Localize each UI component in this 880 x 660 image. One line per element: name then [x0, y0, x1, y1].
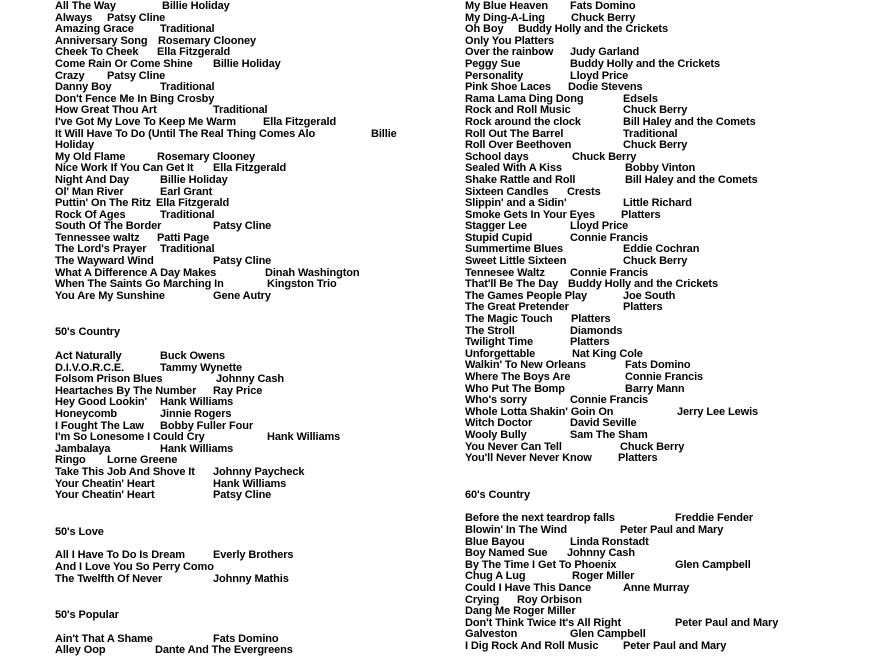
song-title: Oh Boy — [465, 23, 504, 36]
section-header: 60's Country — [465, 488, 530, 501]
song-title: Blue Bayou — [465, 535, 525, 548]
song-title: Cheek To Cheek — [55, 46, 139, 59]
song-title: I Dig Rock And Roll Music — [465, 639, 599, 652]
song-title: Holiday — [55, 139, 95, 152]
song-title: Act Naturally — [55, 350, 122, 363]
song-title: Before the next teardrop falls — [465, 512, 615, 525]
song-title: You'll Never Never Know — [465, 452, 592, 465]
song-artist: Chuck Berry — [572, 150, 637, 163]
song-title: Jambalaya — [55, 442, 111, 455]
song-artist: Little Richard — [623, 197, 692, 210]
song-artist: Bill Haley and the Comets — [625, 173, 758, 186]
song-title: Summertime Blues — [465, 243, 564, 256]
song-title: What A Difference A Day Makes — [55, 266, 217, 279]
song-title: Roll Over Beethoven — [465, 139, 572, 152]
song-artist: Perry Como — [152, 560, 214, 573]
song-artist: Peter Paul and Mary — [675, 616, 779, 629]
song-row — [465, 560, 877, 572]
song-title: Slippin' and a Sidin' — [465, 197, 567, 210]
song-artist: Traditional — [160, 81, 215, 94]
song-artist: Roger Miller — [513, 605, 576, 618]
song-row — [465, 583, 877, 595]
song-title: Blowin' In The Wind — [465, 523, 568, 536]
song-title: Danny Boy — [55, 81, 112, 94]
song-title: You Never Can Tell — [465, 440, 562, 453]
song-artist: Anne Murray — [623, 581, 690, 594]
song-title: Wooly Bully — [465, 428, 527, 441]
song-title: Over the rainbow — [465, 46, 554, 59]
song-title: Night And Day — [55, 173, 130, 186]
song-artist: Platters — [623, 301, 663, 314]
song-title: Folsom Prison Blues — [55, 373, 163, 386]
song-title: Only You — [465, 34, 512, 47]
song-title: Rama Lama Ding Dong — [465, 92, 584, 105]
song-artist: Barry Mann — [625, 382, 685, 395]
song-title: I've Got My Love To Keep Me Warm — [55, 115, 236, 128]
song-title: Ringo — [55, 454, 86, 467]
song-title: The Magic Touch — [465, 313, 553, 326]
song-title: Don't Fence Me In — [55, 92, 147, 105]
song-row — [465, 453, 877, 465]
song-artist: Fats Domino — [213, 632, 279, 645]
song-row — [55, 574, 460, 586]
song-title: The Games People Play — [465, 289, 588, 302]
song-title: Where The Boys Are — [465, 371, 571, 383]
song-title: Alley Oop — [55, 644, 106, 657]
song-artist: Buddy Holly and the Crickets — [570, 57, 721, 70]
song-artist: Patti Page — [157, 231, 210, 244]
song-artist: Patsy Cline — [213, 220, 272, 233]
song-artist: Connie Francis — [625, 371, 704, 383]
song-title: Honeycomb — [55, 408, 118, 420]
song-row — [55, 1, 460, 13]
song-artist: Hank Williams — [267, 431, 341, 444]
song-row — [55, 490, 460, 502]
song-artist: Edsels — [623, 92, 658, 105]
song-artist: Hank Williams — [213, 477, 287, 490]
song-artist: Ella Fitzgerald — [157, 46, 231, 59]
song-row — [465, 314, 877, 326]
song-artist: Buck Owens — [160, 350, 226, 363]
song-artist: Johnny Cash — [216, 373, 284, 386]
song-artist: Peter Paul and Mary — [623, 639, 727, 652]
song-title: Dang Me — [465, 605, 511, 618]
song-artist: Peter Paul and Mary — [620, 523, 724, 536]
song-title: The Wayward Wind — [55, 255, 154, 268]
song-artist: Chuck Berry — [623, 139, 688, 152]
song-title: By The Time I Get To Phoenix — [465, 558, 617, 571]
song-artist: Patsy Cline — [107, 11, 166, 24]
song-artist: Chuck Berry — [620, 440, 685, 453]
song-title: Take This Job And Shove It — [55, 465, 195, 478]
song-artist: Patsy Cline — [213, 255, 272, 268]
song-artist: Hank Williams — [160, 396, 234, 409]
song-title: The Great Pretender — [465, 301, 569, 314]
song-row — [55, 645, 460, 657]
song-title: Shake Rattle and Roll — [465, 173, 576, 186]
song-title: Could I Have This Dance — [465, 581, 592, 594]
song-artist: Dodie Stevens — [568, 81, 643, 94]
song-artist: Johnny Mathis — [213, 572, 289, 585]
song-artist: Dante And The Evergreens — [155, 644, 293, 657]
song-artist: Roy Orbison — [517, 593, 582, 606]
song-title: Amazing Grace — [55, 23, 134, 36]
song-artist: Traditional — [160, 243, 215, 256]
song-artist: Kingston Trio — [267, 278, 337, 291]
song-title: Crazy — [55, 69, 85, 82]
song-title: Who Put The Bomp — [465, 382, 565, 395]
song-artist: Roger Miller — [572, 570, 635, 583]
song-title: Anniversary Song — [55, 34, 148, 47]
song-row — [55, 71, 460, 83]
song-title: Smoke Gets In Your Eyes — [465, 208, 595, 221]
song-row — [465, 641, 877, 653]
song-artist: Patsy Cline — [213, 489, 272, 502]
song-artist: Lorne Greene — [107, 454, 178, 467]
song-title: Crying — [465, 593, 500, 606]
song-artist: Billie Holiday — [162, 0, 230, 12]
song-row — [465, 525, 877, 537]
song-artist: Ella Fitzgerald — [213, 162, 287, 175]
song-artist: Connie Francis — [570, 394, 649, 407]
song-artist: Johnny Paycheck — [213, 465, 305, 478]
song-artist: Sam The Sham — [570, 428, 648, 441]
song-title: My Blue Heaven — [465, 0, 548, 12]
song-title: And I Love You So — [55, 560, 150, 573]
song-artist: Platters — [621, 208, 661, 221]
song-title: Don't Think Twice It's All Right — [465, 616, 622, 629]
song-artist: Linda Ronstadt — [570, 535, 649, 548]
song-artist: Bing Crosby — [149, 92, 215, 105]
song-title: All The Way — [55, 0, 116, 12]
song-title: Nice Work If You Can Get It — [55, 162, 194, 175]
song-title: Stagger Lee — [465, 220, 527, 233]
song-artist: Everly Brothers — [213, 549, 294, 562]
song-title: Pink Shoe Laces — [465, 81, 551, 94]
song-artist: Bobby Vinton — [625, 162, 696, 175]
song-artist: Bobby Fuller Four — [160, 419, 254, 432]
song-artist: Tammy Wynette — [160, 361, 243, 374]
song-artist: Traditional — [623, 127, 678, 140]
song-title: You Are My Sunshine — [55, 289, 165, 302]
song-artist: Johnny Cash — [567, 547, 635, 560]
song-row — [465, 59, 877, 71]
song-artist: Hank Williams — [160, 442, 234, 455]
song-artist: Chuck Berry — [623, 255, 688, 268]
song-title: The Twelfth Of Never — [55, 572, 163, 585]
song-title: Ol' Man River — [55, 185, 124, 198]
song-title: When The Saints Go Marching In — [55, 278, 224, 291]
song-row — [55, 432, 460, 444]
song-artist: Bill Haley and the Comets — [623, 115, 756, 128]
song-artist: Billie Holiday — [213, 57, 281, 70]
song-title: The Stroll — [465, 324, 515, 337]
song-title: Who's sorry — [465, 394, 528, 407]
song-title: Tennessee waltz — [55, 231, 140, 244]
song-title: Chug A Lug — [465, 570, 526, 583]
song-title: D.I.V.O.R.C.E. — [55, 361, 125, 374]
song-artist: Rosemary Clooney — [158, 34, 257, 47]
song-title: That'll Be The Day — [465, 278, 559, 291]
right-column — [465, 1, 877, 652]
song-title: Rock Of Ages — [55, 208, 126, 221]
song-title: School days — [465, 150, 529, 163]
song-title: Personality — [465, 69, 524, 82]
song-artist: Ella Fitzgerald — [263, 115, 337, 128]
song-artist: Buddy Holly and the Crickets — [568, 278, 719, 291]
song-title: Whole Lotta Shakin' Goin On — [465, 405, 614, 418]
song-artist: Platters — [570, 336, 610, 349]
song-title: I'm So Lonesome I Could Cry — [55, 431, 205, 444]
song-title: Tennesee Waltz — [465, 266, 545, 279]
song-artist: Lloyd Price — [570, 69, 629, 82]
song-title: Come Rain Or Come Shine — [55, 57, 193, 70]
song-artist: Freddie Fender — [675, 512, 754, 525]
song-title: Heartaches By The Number — [55, 384, 197, 397]
song-title: Witch Doctor — [465, 417, 533, 430]
song-artist: Patsy Cline — [107, 69, 166, 82]
song-artist: Buddy Holly and the Crickets — [518, 23, 669, 36]
song-artist: Connie Francis — [570, 266, 649, 279]
song-artist: Traditional — [160, 208, 215, 221]
song-title: Walkin' To New Orleans — [465, 359, 586, 372]
song-artist: Glen Campbell — [570, 628, 646, 641]
song-title: My Ding-A-Ling — [465, 11, 545, 24]
song-artist: Crests — [567, 185, 601, 198]
song-artist: Billie — [371, 127, 397, 140]
song-title: Unforgettable — [465, 347, 536, 360]
song-artist: Jinnie Rogers — [160, 408, 232, 420]
song-artist: Lloyd Price — [570, 220, 629, 233]
song-artist: Ray Price — [213, 384, 263, 397]
song-title: Ain't That A Shame — [55, 632, 153, 645]
song-title: Twilight Time — [465, 336, 533, 349]
song-artist: Platters — [571, 313, 611, 326]
left-column — [55, 1, 460, 657]
song-title: Your Cheatin' Heart — [55, 477, 155, 490]
song-artist: Connie Francis — [570, 231, 649, 244]
song-title: The Lord's Prayer — [55, 243, 147, 256]
song-artist: Chuck Berry — [571, 11, 636, 24]
song-artist: Fats Domino — [625, 359, 691, 372]
song-title: My Old Flame — [55, 150, 126, 163]
song-row — [465, 618, 877, 630]
song-artist: Jerry Lee Lewis — [677, 405, 759, 418]
song-title: Hey Good Lookin' — [55, 396, 148, 409]
song-artist: Earl Grant — [160, 185, 213, 198]
song-artist: Diamonds — [570, 324, 623, 337]
song-artist: Platters — [514, 34, 555, 47]
song-artist: Platters — [618, 452, 658, 465]
song-title: All I Have To Do Is Dream — [55, 549, 185, 562]
song-title: It Will Have To Do (Until The Real Thing Comes Alo — [55, 127, 316, 140]
song-title: Sealed With A Kiss — [465, 162, 562, 175]
song-title: Puttin' On The Ritz — [55, 197, 152, 210]
song-artist: Nat King Cole — [572, 347, 643, 360]
song-title: Sixteen Candles — [465, 185, 549, 198]
song-artist: Eddie Cochran — [623, 243, 700, 256]
section-header: 50's Love — [55, 525, 104, 538]
song-artist: Gene Autry — [213, 289, 271, 302]
song-artist: Joe South — [623, 289, 676, 302]
song-row — [55, 59, 460, 71]
song-artist: Traditional — [213, 104, 268, 117]
song-artist: David Seville — [570, 417, 637, 430]
song-artist: Billie Holiday — [160, 173, 228, 186]
song-title: Always — [55, 11, 93, 24]
song-title: How Great Thou Art — [55, 104, 157, 117]
song-artist: Dinah Washington — [265, 266, 360, 279]
song-artist: Chuck Berry — [623, 104, 688, 117]
song-title: Galveston — [465, 628, 518, 641]
song-artist: Fats Domino — [570, 0, 636, 12]
song-title: South Of The Border — [55, 220, 162, 233]
song-title: Rock around the clock — [465, 115, 581, 128]
section-header: 50's Popular — [55, 609, 119, 622]
song-title: Boy Named Sue — [465, 547, 548, 560]
song-artist: Rosemary Clooney — [157, 150, 256, 163]
song-row — [55, 291, 460, 303]
song-artist: Ella Fitzgerald — [156, 197, 230, 210]
song-title: Peggy Sue — [465, 57, 521, 70]
song-title: I Fought The Law — [55, 419, 144, 432]
song-title: Your Cheatin' Heart — [55, 489, 155, 502]
song-title: Sweet Little Sixteen — [465, 255, 567, 268]
song-title: Rock and Roll Music — [465, 104, 571, 117]
song-title: Stupid Cupid — [465, 231, 533, 244]
song-artist: Judy Garland — [570, 46, 640, 59]
song-title: Roll Out The Barrel — [465, 127, 564, 140]
song-row — [55, 129, 460, 141]
song-artist: Traditional — [160, 23, 215, 36]
section-header: 50's Country — [55, 326, 120, 339]
song-artist: Glen Campbell — [675, 558, 751, 571]
